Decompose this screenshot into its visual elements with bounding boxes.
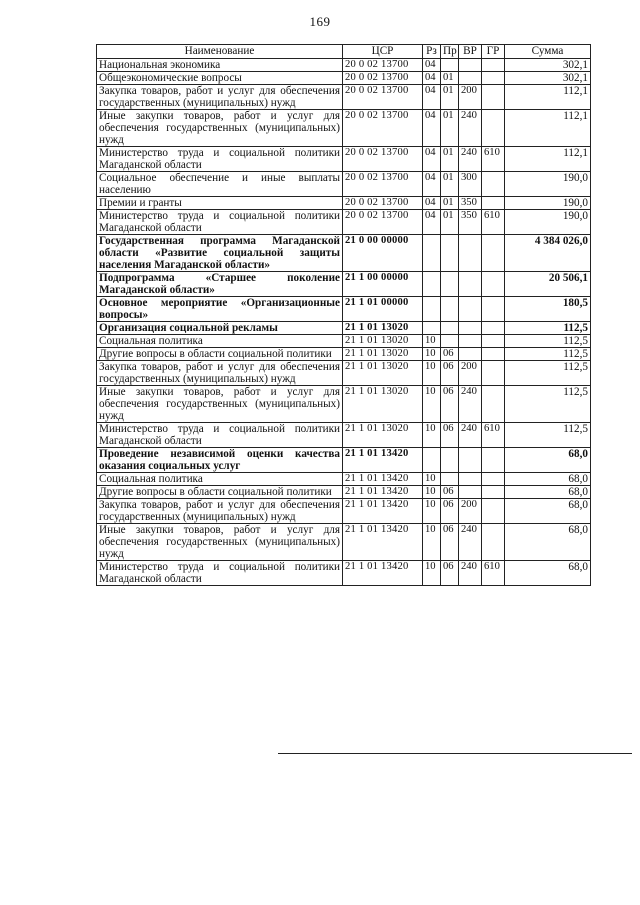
table-row [97, 322, 591, 335]
cell-pr: 01 [441, 147, 459, 172]
table-row [97, 72, 591, 85]
bottom-rule [278, 753, 632, 754]
cell-code: 20 0 02 13700 [343, 172, 423, 197]
cell-sum: 68,0 [505, 561, 591, 586]
cell-sum: 4 384 026,0 [505, 235, 591, 272]
header-rz: Рз [423, 45, 441, 59]
cell-vr [459, 297, 482, 322]
table-row [97, 499, 591, 524]
cell-pr [441, 448, 459, 473]
header-gr: ГР [482, 45, 505, 59]
cell-gr [482, 524, 505, 561]
cell-vr: 350 [459, 210, 482, 235]
cell-pr: 06 [441, 386, 459, 423]
table-row [97, 423, 591, 448]
table-row [97, 147, 591, 172]
cell-name: Другие вопросы в области социальной политики [97, 348, 343, 361]
cell-gr: 610 [482, 561, 505, 586]
cell-vr: 200 [459, 361, 482, 386]
cell-gr: 610 [482, 210, 505, 235]
cell-code: 20 0 02 13700 [343, 110, 423, 147]
cell-code: 21 0 00 00000 [343, 235, 423, 272]
cell-pr [441, 59, 459, 72]
cell-sum: 302,1 [505, 72, 591, 85]
table-row [97, 473, 591, 486]
cell-code: 20 0 02 13700 [343, 210, 423, 235]
cell-vr [459, 272, 482, 297]
cell-code: 21 1 01 13020 [343, 423, 423, 448]
cell-rz: 10 [423, 335, 441, 348]
table-row [97, 486, 591, 499]
cell-vr: 300 [459, 172, 482, 197]
header-code: ЦСР [343, 45, 423, 59]
cell-rz: 04 [423, 147, 441, 172]
cell-gr [482, 448, 505, 473]
cell-rz [423, 297, 441, 322]
cell-code: 21 1 01 13020 [343, 348, 423, 361]
table-row [97, 297, 591, 322]
cell-sum: 112,1 [505, 147, 591, 172]
table-row [97, 361, 591, 386]
cell-pr [441, 335, 459, 348]
table-row [97, 386, 591, 423]
cell-code: 21 1 00 00000 [343, 272, 423, 297]
cell-gr [482, 386, 505, 423]
cell-name: Иные закупки товаров, работ и услуг для обеспечения государственных (муниципальных) нужд [97, 110, 343, 147]
cell-name: Закупка товаров, работ и услуг для обеспечения государственных (муниципальных) нужд [97, 361, 343, 386]
table-row [97, 524, 591, 561]
cell-code: 20 0 02 13700 [343, 85, 423, 110]
cell-rz: 10 [423, 423, 441, 448]
cell-gr [482, 348, 505, 361]
header-name: Наименование [97, 45, 343, 59]
page-number: 169 [309, 14, 331, 29]
cell-rz: 04 [423, 59, 441, 72]
table-row [97, 210, 591, 235]
cell-code: 21 1 01 13020 [343, 361, 423, 386]
cell-pr [441, 297, 459, 322]
cell-name: Социальное обеспечение и иные выплаты населению [97, 172, 343, 197]
cell-gr [482, 361, 505, 386]
cell-code: 21 1 01 13420 [343, 473, 423, 486]
header-vr: ВР [459, 45, 482, 59]
cell-code: 21 1 01 13420 [343, 499, 423, 524]
table-row [97, 272, 591, 297]
cell-gr [482, 322, 505, 335]
table-header-row [97, 45, 591, 59]
cell-name: Министерство труда и социальной политики Магаданской области [97, 147, 343, 172]
cell-name: Иные закупки товаров, работ и услуг для обеспечения государственных (муниципальных) нужд [97, 386, 343, 423]
cell-name: Закупка товаров, работ и услуг для обеспечения государственных (муниципальных) нужд [97, 499, 343, 524]
cell-vr [459, 348, 482, 361]
cell-vr [459, 486, 482, 499]
cell-vr [459, 448, 482, 473]
cell-sum: 190,0 [505, 172, 591, 197]
cell-pr: 01 [441, 110, 459, 147]
cell-vr: 240 [459, 561, 482, 586]
cell-rz: 04 [423, 210, 441, 235]
cell-vr [459, 72, 482, 85]
cell-pr: 01 [441, 210, 459, 235]
cell-gr: 610 [482, 147, 505, 172]
table-row [97, 335, 591, 348]
cell-sum: 190,0 [505, 197, 591, 210]
cell-pr: 01 [441, 85, 459, 110]
cell-pr: 06 [441, 561, 459, 586]
cell-name: Основное мероприятие «Организационные вопросы» [97, 297, 343, 322]
cell-sum: 180,5 [505, 297, 591, 322]
table-row [97, 561, 591, 586]
cell-pr: 06 [441, 524, 459, 561]
cell-sum: 112,1 [505, 110, 591, 147]
cell-rz: 10 [423, 561, 441, 586]
cell-rz: 04 [423, 72, 441, 85]
table-row [97, 110, 591, 147]
cell-sum: 112,5 [505, 386, 591, 423]
cell-pr: 01 [441, 72, 459, 85]
cell-vr: 240 [459, 110, 482, 147]
cell-pr: 06 [441, 423, 459, 448]
cell-sum: 68,0 [505, 524, 591, 561]
cell-name: Общеэкономические вопросы [97, 72, 343, 85]
cell-vr: 240 [459, 423, 482, 448]
cell-vr [459, 473, 482, 486]
cell-gr [482, 272, 505, 297]
cell-sum: 112,5 [505, 335, 591, 348]
cell-pr [441, 322, 459, 335]
cell-code: 20 0 02 13700 [343, 147, 423, 172]
cell-pr: 06 [441, 486, 459, 499]
table-row [97, 235, 591, 272]
cell-pr: 06 [441, 361, 459, 386]
cell-rz: 04 [423, 197, 441, 210]
cell-name: Другие вопросы в области социальной политики [97, 486, 343, 499]
cell-vr: 240 [459, 386, 482, 423]
cell-name: Государственная программа Магаданской области «Развитие социальной защиты населения Магаданской области» [97, 235, 343, 272]
cell-name: Министерство труда и социальной политики Магаданской области [97, 561, 343, 586]
table-row [97, 172, 591, 197]
cell-gr [482, 486, 505, 499]
cell-name: Социальная политика [97, 335, 343, 348]
cell-rz [423, 235, 441, 272]
cell-vr [459, 322, 482, 335]
cell-gr [482, 110, 505, 147]
cell-rz: 10 [423, 348, 441, 361]
cell-gr [482, 335, 505, 348]
cell-pr: 01 [441, 172, 459, 197]
budget-table [96, 44, 591, 586]
cell-rz: 10 [423, 361, 441, 386]
cell-rz: 10 [423, 386, 441, 423]
header-sum: Сумма [505, 45, 591, 59]
cell-pr [441, 272, 459, 297]
cell-gr [482, 172, 505, 197]
cell-sum: 68,0 [505, 486, 591, 499]
cell-sum: 112,5 [505, 322, 591, 335]
cell-code: 21 1 01 00000 [343, 297, 423, 322]
cell-sum: 112,1 [505, 85, 591, 110]
cell-rz [423, 272, 441, 297]
cell-rz: 04 [423, 85, 441, 110]
cell-code: 20 0 02 13700 [343, 197, 423, 210]
table-body [97, 59, 591, 586]
cell-gr [482, 297, 505, 322]
cell-code: 21 1 01 13020 [343, 335, 423, 348]
table-row [97, 59, 591, 72]
cell-pr: 06 [441, 499, 459, 524]
cell-rz: 10 [423, 499, 441, 524]
cell-code: 21 1 01 13420 [343, 524, 423, 561]
table-row [97, 85, 591, 110]
cell-gr [482, 85, 505, 110]
cell-sum: 20 506,1 [505, 272, 591, 297]
cell-name: Проведение независимой оценки качества оказания социальных услуг [97, 448, 343, 473]
cell-gr: 610 [482, 423, 505, 448]
cell-vr: 240 [459, 524, 482, 561]
cell-rz [423, 448, 441, 473]
cell-gr [482, 235, 505, 272]
cell-name: Подпрограмма «Старшее поколение Магаданской области» [97, 272, 343, 297]
cell-vr: 350 [459, 197, 482, 210]
cell-rz: 04 [423, 172, 441, 197]
cell-name: Закупка товаров, работ и услуг для обеспечения государственных (муниципальных) нужд [97, 85, 343, 110]
cell-rz [423, 322, 441, 335]
cell-pr [441, 235, 459, 272]
cell-gr [482, 473, 505, 486]
cell-name: Премии и гранты [97, 197, 343, 210]
cell-pr: 06 [441, 348, 459, 361]
cell-name: Социальная политика [97, 473, 343, 486]
cell-code: 21 1 01 13420 [343, 486, 423, 499]
table-row [97, 348, 591, 361]
cell-sum: 112,5 [505, 361, 591, 386]
cell-code: 20 0 02 13700 [343, 72, 423, 85]
cell-code: 20 0 02 13700 [343, 59, 423, 72]
cell-sum: 68,0 [505, 499, 591, 524]
cell-code: 21 1 01 13020 [343, 322, 423, 335]
cell-vr: 200 [459, 85, 482, 110]
cell-code: 21 1 01 13020 [343, 386, 423, 423]
table-row [97, 197, 591, 210]
cell-sum: 112,5 [505, 423, 591, 448]
cell-name: Министерство труда и социальной политики Магаданской области [97, 423, 343, 448]
cell-gr [482, 197, 505, 210]
cell-gr [482, 499, 505, 524]
cell-name: Иные закупки товаров, работ и услуг для обеспечения государственных (муниципальных) нужд [97, 524, 343, 561]
cell-sum: 302,1 [505, 59, 591, 72]
cell-rz: 10 [423, 473, 441, 486]
cell-pr: 01 [441, 197, 459, 210]
cell-gr [482, 72, 505, 85]
cell-rz: 10 [423, 486, 441, 499]
cell-rz: 10 [423, 524, 441, 561]
cell-vr [459, 335, 482, 348]
table-row [97, 448, 591, 473]
header-pr: Пр [441, 45, 459, 59]
cell-vr: 240 [459, 147, 482, 172]
cell-sum: 190,0 [505, 210, 591, 235]
cell-name: Национальная экономика [97, 59, 343, 72]
cell-name: Министерство труда и социальной политики Магаданской области [97, 210, 343, 235]
cell-sum: 68,0 [505, 448, 591, 473]
cell-vr: 200 [459, 499, 482, 524]
cell-vr [459, 235, 482, 272]
cell-vr [459, 59, 482, 72]
cell-code: 21 1 01 13420 [343, 448, 423, 473]
cell-sum: 112,5 [505, 348, 591, 361]
cell-rz: 04 [423, 110, 441, 147]
cell-name: Организация социальной рекламы [97, 322, 343, 335]
cell-gr [482, 59, 505, 72]
cell-pr [441, 473, 459, 486]
cell-sum: 68,0 [505, 473, 591, 486]
cell-code: 21 1 01 13420 [343, 561, 423, 586]
